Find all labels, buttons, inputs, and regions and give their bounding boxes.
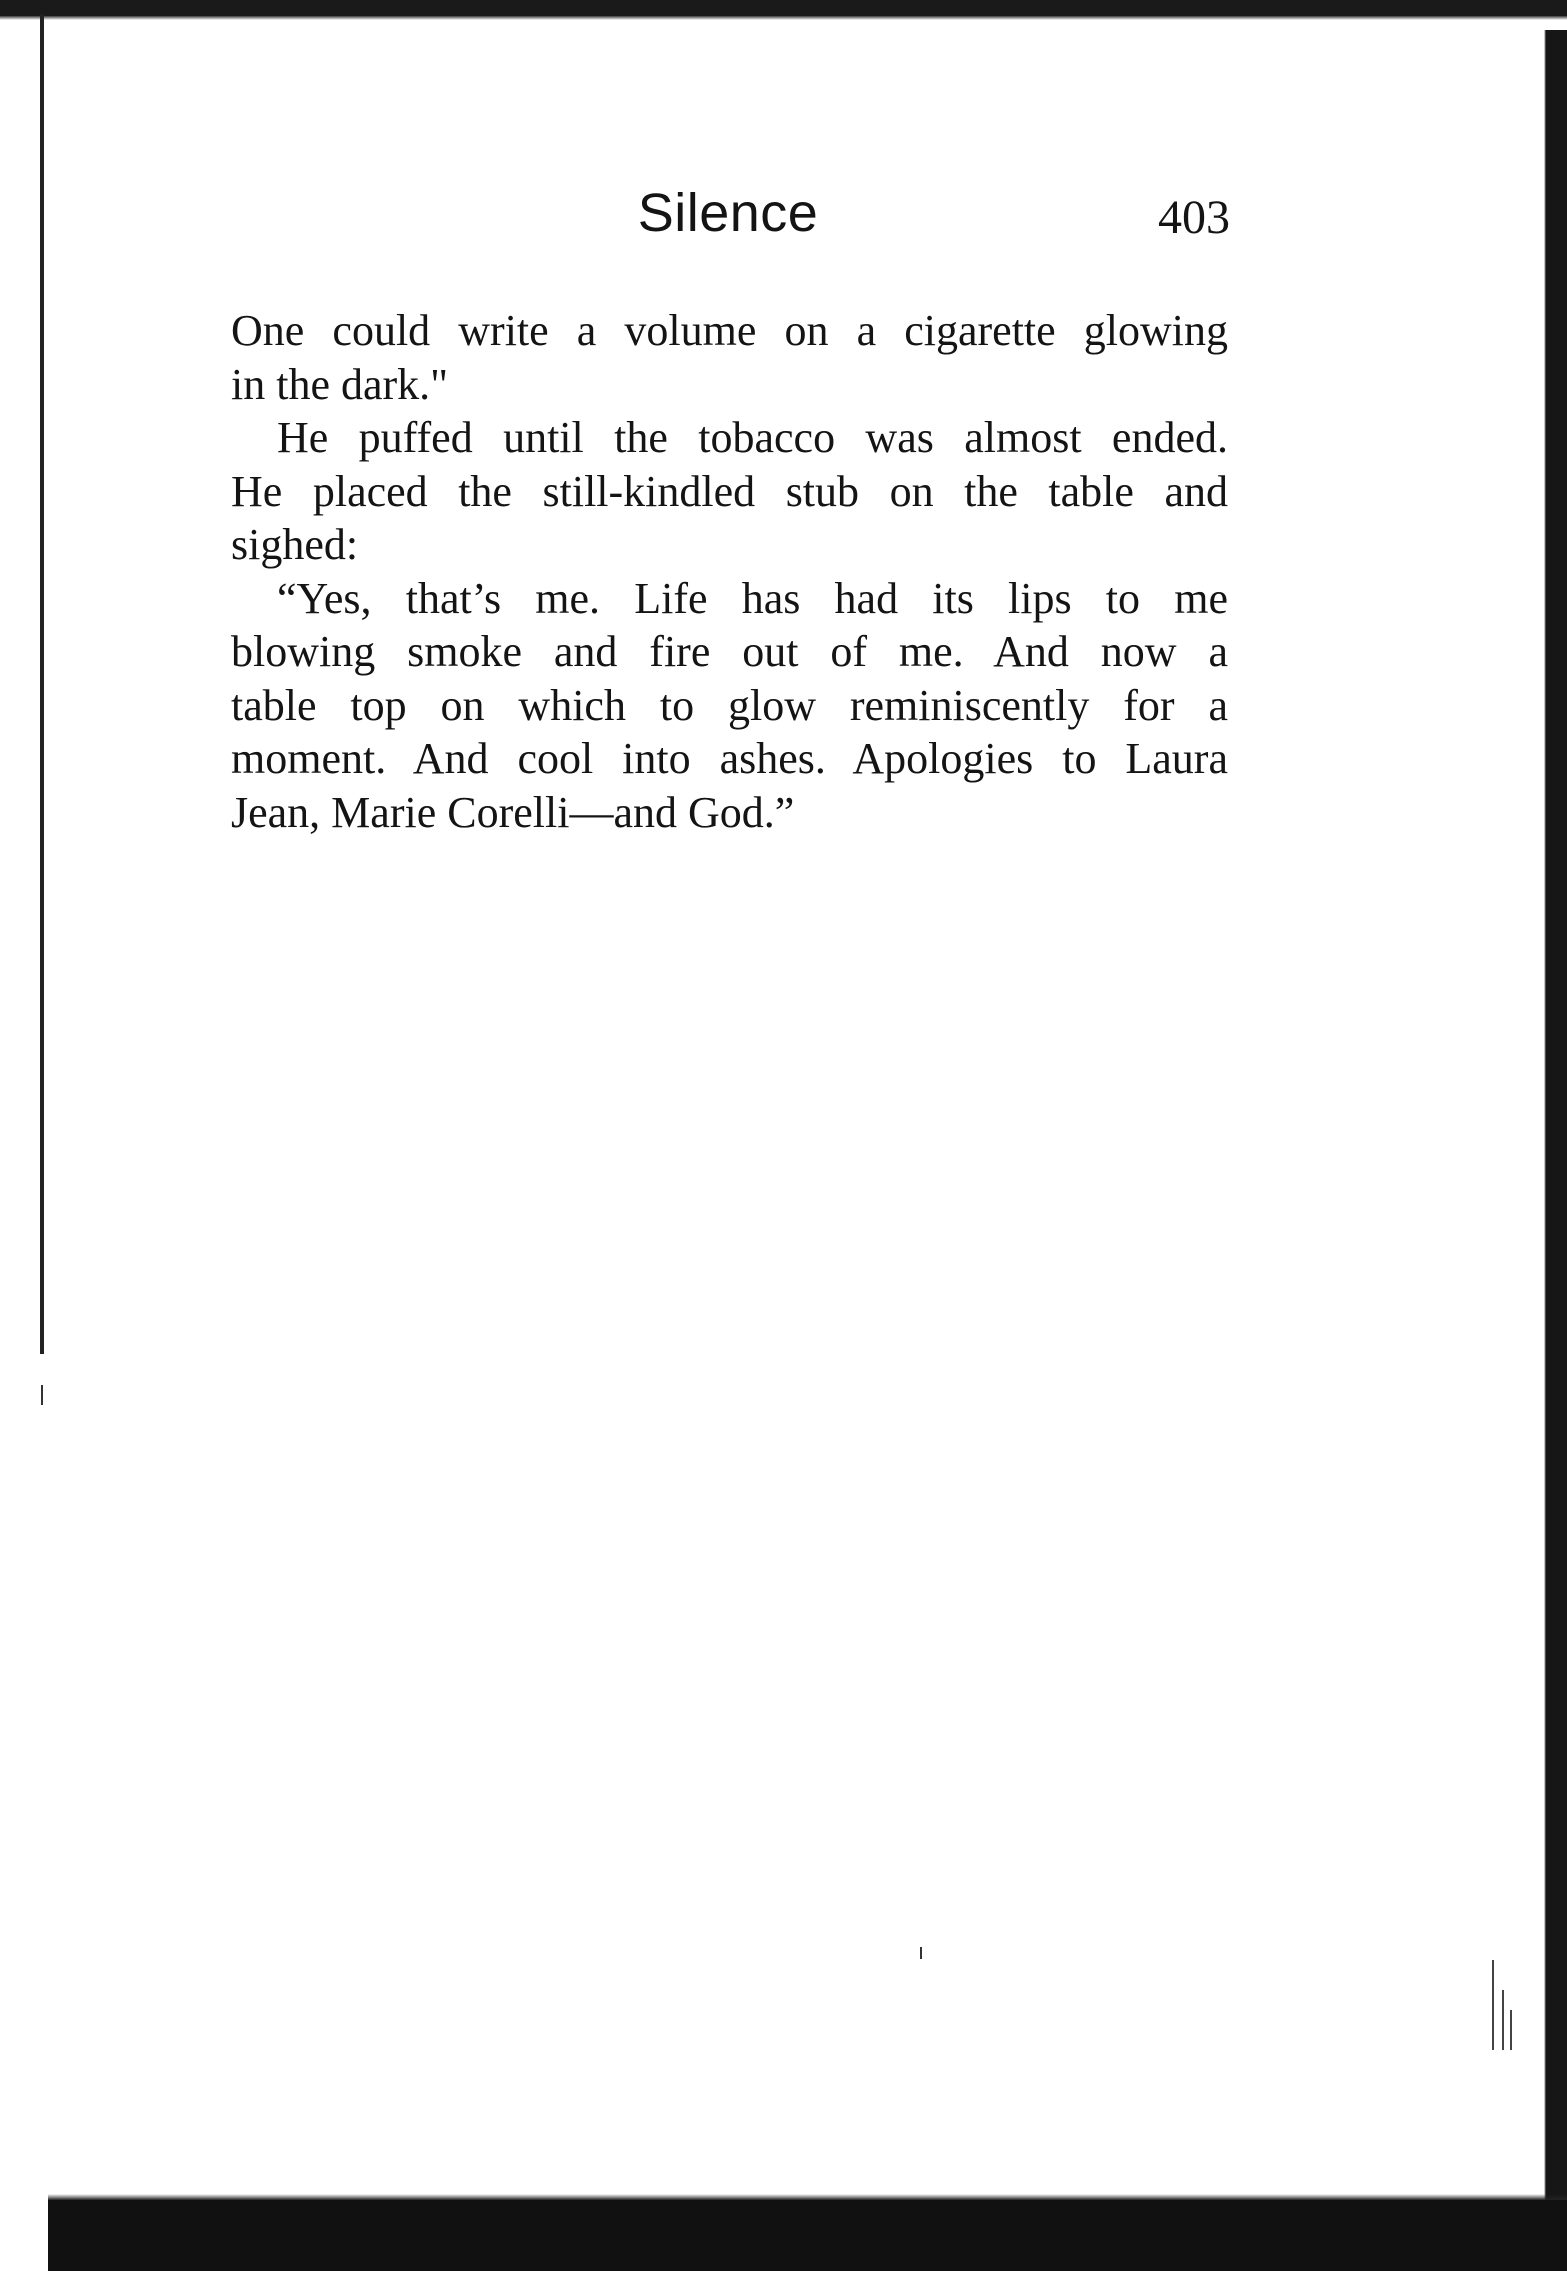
scan-border-top-shadow bbox=[0, 16, 1567, 20]
scan-border-right bbox=[1540, 30, 1567, 2271]
text-line: sighed: bbox=[231, 520, 359, 569]
running-head-title: Silence bbox=[637, 183, 819, 243]
scan-border-bottom bbox=[48, 2200, 1567, 2271]
text-line: table top on which to glow reminiscently for a bbox=[231, 680, 1228, 730]
scan-speck bbox=[920, 1947, 922, 1959]
text-line: One could write a volume on a cigarette glowing bbox=[231, 306, 1228, 355]
text-line: Jean, Marie Corelli—and God.” bbox=[231, 787, 795, 837]
text-line: He placed the still-kindled stub on the table and bbox=[231, 466, 1228, 516]
text-line: He puffed until the tobacco was almost ended. bbox=[277, 413, 1228, 462]
text-line: “Yes, that’s me. Life has had its lips to me bbox=[277, 573, 1228, 623]
page-number: 403 bbox=[1158, 191, 1230, 244]
scan-edge-marks bbox=[1490, 1960, 1526, 2080]
text-line: moment. And cool into ashes. Apologies to Laura bbox=[231, 734, 1228, 783]
text-line: in the dark." bbox=[231, 359, 449, 409]
text-line: blowing smoke and fire out of me. And now a bbox=[231, 627, 1228, 676]
running-head bbox=[0, 178, 1567, 248]
scan-border-left-mark bbox=[41, 1385, 43, 1405]
scan-border-top bbox=[0, 0, 1567, 16]
body-text bbox=[231, 304, 1228, 839]
